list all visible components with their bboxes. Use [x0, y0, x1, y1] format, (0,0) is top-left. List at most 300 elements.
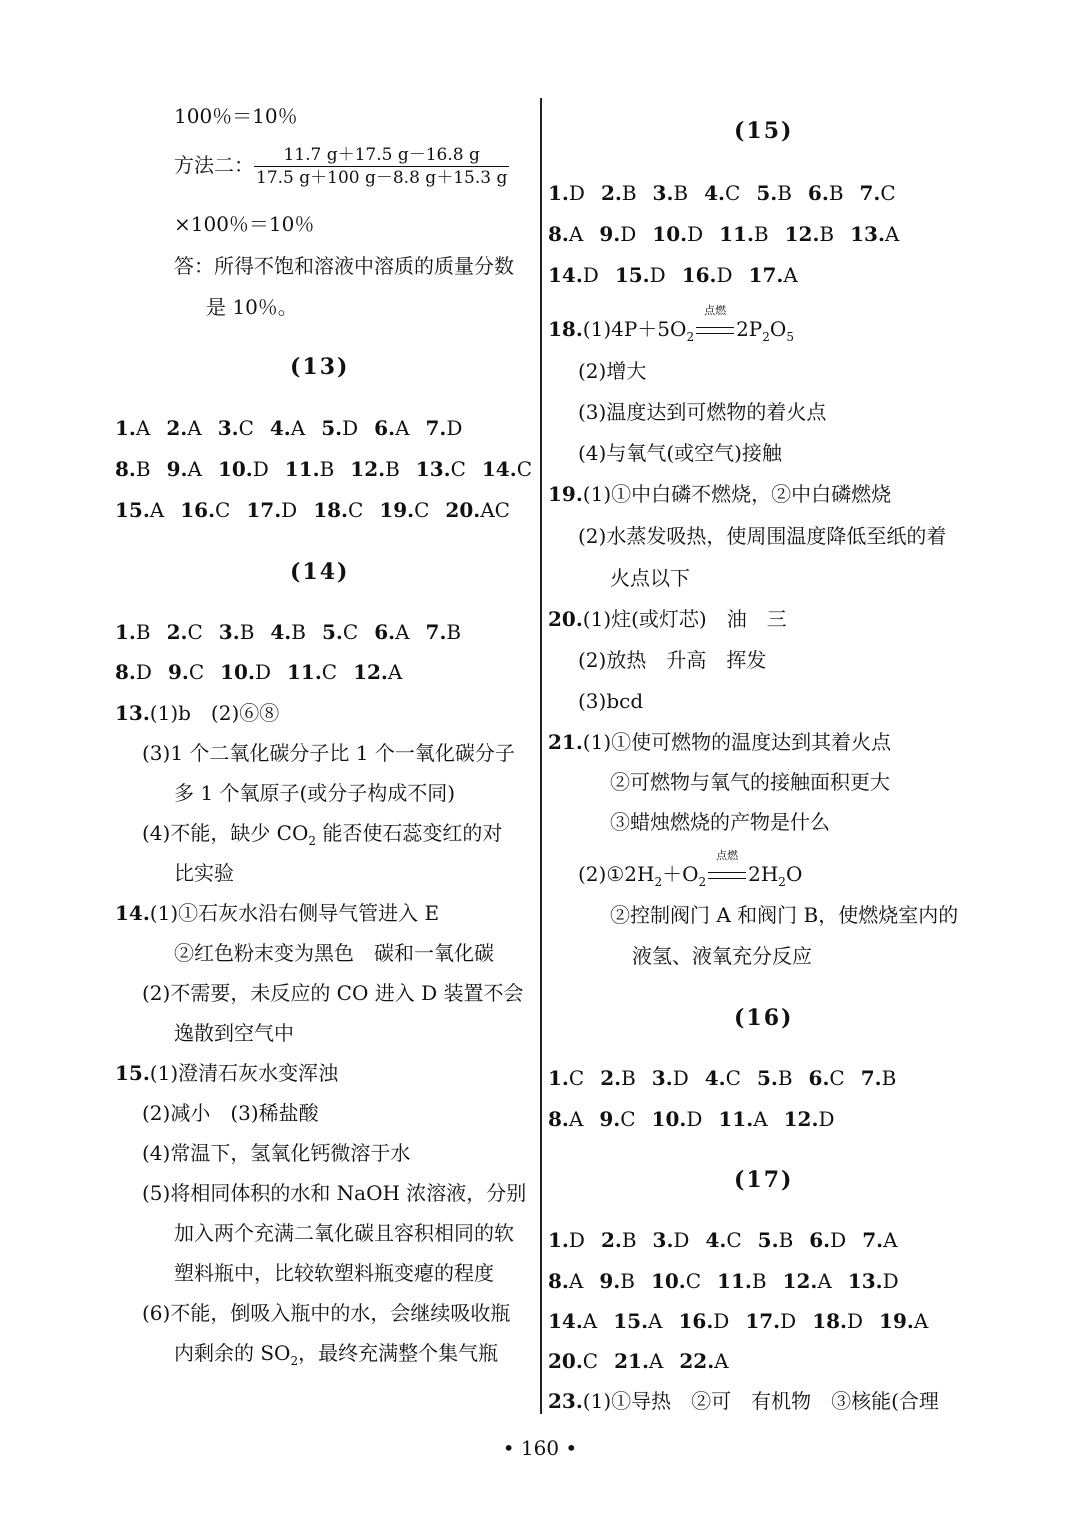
question-number: 17.: [246, 498, 282, 522]
answer-choice: A: [883, 1228, 898, 1252]
answer-item: [548, 1066, 584, 1090]
answer-item: [812, 1309, 863, 1333]
answer-choice: A: [817, 1269, 832, 1293]
answer-item: [784, 1107, 835, 1131]
answer-choice: B: [135, 457, 151, 481]
answer-item: [600, 1066, 636, 1090]
q21-line-4: $(2)①2H_2+O_2$ 点燃 $2H_2O$: [578, 849, 803, 889]
section-title-13: (13): [290, 354, 350, 380]
question-number: 6.: [808, 1066, 830, 1090]
question-number: 2.: [166, 620, 188, 644]
answer-item: [705, 1066, 741, 1090]
answer-item: [613, 1309, 662, 1333]
answer-choice: C: [321, 660, 338, 684]
answer-choice: D: [713, 1309, 730, 1333]
question-number: 5.: [321, 620, 343, 644]
q13-line-5: 比实验: [174, 861, 234, 885]
question-number: 19.: [548, 482, 583, 506]
answer-choice: C: [516, 457, 532, 481]
question-number: 4.: [704, 181, 726, 205]
q21-line-5: ②控制阀门 A 和阀门 B，使燃烧室内的: [610, 903, 959, 927]
answer-item: [548, 1107, 583, 1131]
answer-choice: A: [387, 660, 403, 684]
answer-text: ，最终充满整个集气瓶: [298, 1341, 499, 1365]
answer-item: [757, 1066, 793, 1090]
question-number: 9.: [599, 1107, 621, 1131]
answer-row: [115, 620, 477, 644]
question-number: 18.: [313, 498, 348, 522]
answer-item: [166, 416, 201, 440]
question-number: 10.: [220, 660, 255, 684]
answer-choice: C: [685, 1269, 702, 1293]
answer-choice: D: [830, 1228, 847, 1252]
question-number: 9.: [599, 1269, 621, 1293]
q20-line-2: (2)放热 升高 挥发: [578, 648, 767, 672]
q21-line-1: [548, 730, 891, 754]
question-number: 19.: [379, 498, 415, 522]
answer-choice: A: [395, 620, 410, 644]
answer-choice: C: [582, 1349, 599, 1373]
answer-choice: C: [880, 181, 896, 205]
answer-item: [218, 416, 254, 440]
answer-choice: A: [913, 1309, 929, 1333]
question-number: 12.: [783, 1107, 819, 1131]
answer-choice: A: [290, 416, 306, 440]
question-number: 9.: [599, 222, 621, 246]
answer-choice: B: [819, 222, 835, 246]
q21-line-3: ③蜡烛燃烧的产物是什么: [610, 810, 830, 834]
answer-item: [115, 498, 164, 522]
answer-choice: B: [777, 181, 792, 205]
answer-item: [719, 222, 769, 246]
answer-item: [445, 498, 510, 522]
question-number: 20.: [548, 1349, 583, 1373]
question-number: 18.: [812, 1309, 847, 1333]
section-title-14: (14): [290, 559, 350, 585]
q19-line-3: 火点以下: [610, 566, 690, 590]
answer-item: [679, 1309, 730, 1333]
answer-item: [679, 1349, 728, 1373]
answer-item: [599, 1107, 635, 1131]
answer-choice: A: [149, 498, 165, 522]
answer-item: [758, 1228, 794, 1252]
question-number: 2.: [600, 181, 622, 205]
answer-item: [717, 1269, 767, 1293]
intro-line-5: 是 10％。: [206, 295, 298, 319]
question-number: 9.: [167, 660, 189, 684]
answer-row: [115, 660, 418, 684]
answer-choice: D: [135, 660, 152, 684]
answer-item: [218, 457, 269, 481]
reaction-condition: 点燃: [716, 849, 739, 862]
answer-choice: B: [239, 620, 255, 644]
question-number: 10.: [651, 1107, 687, 1131]
answer-item: [862, 1228, 897, 1252]
q13-line-2: (3)1 个二氧化碳分子比 1 个一氧化碳分子: [142, 741, 515, 765]
answer-text: (1)①使可燃物的温度达到其着火点: [582, 730, 892, 754]
answer-choice: C: [620, 1107, 636, 1131]
question-number: 5.: [321, 416, 343, 440]
question-number: 15.: [614, 263, 650, 287]
question-number: 7.: [862, 1228, 884, 1252]
answer-choice: D: [780, 1309, 797, 1333]
column-divider: [540, 98, 542, 1414]
question-number: 14.: [548, 263, 583, 287]
question-number: 2.: [600, 1228, 622, 1252]
question-number: 14.: [115, 901, 150, 925]
answer-text: 内剩余的 SO: [174, 1341, 291, 1365]
question-number: 5.: [756, 181, 778, 205]
answer-item: [745, 1309, 796, 1333]
question-number: 7.: [860, 1066, 882, 1090]
answer-item: [548, 1228, 585, 1252]
answer-choice: A: [648, 1309, 663, 1333]
answer-item: [115, 416, 150, 440]
answer-choice: C: [725, 181, 741, 205]
answer-choice: A: [714, 1349, 729, 1373]
answer-item: [322, 620, 358, 644]
question-number: 16.: [678, 1309, 714, 1333]
answer-choice: C: [215, 498, 231, 522]
answer-item: [350, 457, 400, 481]
answer-item: [599, 1269, 635, 1293]
answer-row: [548, 1066, 912, 1090]
question-number: 4.: [269, 416, 291, 440]
answer-choice: D: [281, 498, 298, 522]
question-number: 14.: [481, 457, 517, 481]
answer-item: [416, 457, 466, 481]
answer-item: [168, 660, 204, 684]
answer-choice: D: [254, 660, 271, 684]
answer-choice: B: [620, 1269, 635, 1293]
answer-choice: C: [725, 1066, 741, 1090]
answer-choice: B: [385, 457, 400, 481]
q14-line-4: 逸散到空气中: [174, 1021, 294, 1045]
answer-choice: C: [829, 1066, 845, 1090]
question-number: 3.: [217, 416, 239, 440]
q14-line-1: [115, 901, 439, 925]
question-number: 10.: [217, 457, 253, 481]
answer-item: [652, 1066, 689, 1090]
question-number: 4.: [705, 1228, 727, 1252]
question-number: 8.: [548, 222, 569, 246]
answer-item: [167, 457, 202, 481]
question-number: 11.: [718, 1107, 754, 1131]
answer-choice: A: [884, 222, 900, 246]
q13-line-3: 多 1 个氧原子(或分子构成不同): [174, 781, 456, 805]
question-number: 13.: [847, 1269, 883, 1293]
answer-item: [548, 1349, 598, 1373]
question-number: 11.: [719, 222, 754, 246]
answer-choice: C: [568, 1066, 585, 1090]
answer-item: [548, 181, 585, 205]
answer-choice: B: [881, 1066, 897, 1090]
answer-row: [548, 1269, 915, 1293]
answer-choice: D: [649, 263, 666, 287]
answer-row: [548, 222, 915, 246]
method2-line: [174, 144, 509, 189]
answer-item: [749, 263, 798, 287]
answer-choice: A: [187, 416, 202, 440]
question-number: 6.: [374, 620, 396, 644]
answer-item: [599, 222, 636, 246]
answer-item: [270, 416, 305, 440]
answer-item: [548, 222, 583, 246]
q15-line-6: 塑料瓶中，比较软塑料瓶变瘪的程度: [174, 1261, 494, 1285]
answer-item: [548, 1309, 597, 1333]
question-number: 17.: [748, 263, 784, 287]
question-number: 2.: [166, 416, 188, 440]
equation-text: 2H: [748, 862, 779, 886]
reaction-arrow: [706, 849, 748, 886]
answer-row: [548, 1107, 850, 1131]
answer-choice: B: [751, 1269, 767, 1293]
answer-item: [653, 181, 689, 205]
section-title-15: (15): [734, 118, 794, 144]
answer-choice: C: [238, 416, 254, 440]
question-number: 12.: [353, 660, 388, 684]
answer-row: [548, 1309, 944, 1333]
fraction-numerator: 11.7 g＋17.5 g－16.8 g: [254, 144, 509, 167]
answer-item: [285, 457, 335, 481]
question-number: 20.: [548, 607, 583, 631]
question-number: 8.: [115, 660, 136, 684]
question-number: 1.: [115, 416, 136, 440]
q19-line-2: (2)水蒸发吸热，使周围温度降低至纸的着: [578, 524, 947, 548]
question-number: 8.: [115, 457, 136, 481]
answer-item: [848, 1269, 899, 1293]
answer-choice: C: [414, 498, 430, 522]
answer-item: [246, 498, 297, 522]
equation-text: 2P: [736, 317, 763, 341]
question-number: 10.: [650, 1269, 686, 1293]
question-number: 6.: [809, 1228, 831, 1252]
answer-item: [379, 498, 429, 522]
answer-row: [548, 181, 912, 205]
answer-choice: C: [450, 457, 466, 481]
q14-line-3: (2)不需要，未反应的 CO 进入 D 装置不会: [142, 981, 524, 1005]
question-number: 6.: [374, 416, 396, 440]
answer-choice: D: [687, 222, 704, 246]
answer-choice: B: [621, 181, 637, 205]
fraction-denominator: 17.5 g＋100 g－8.8 g＋15.3 g: [256, 168, 508, 188]
method2-fraction: [254, 144, 509, 189]
answer-choice: A: [783, 263, 798, 287]
intro-line-4: 答：所得不饱和溶液中溶质的质量分数: [174, 254, 514, 278]
answer-item: [718, 1107, 767, 1131]
answer-text: (1)炷(或灯芯) 油 三: [582, 607, 787, 631]
section-title-16: (16): [734, 1005, 794, 1031]
answer-choice: D: [446, 416, 463, 440]
answer-text: (1)①导热 ②可 有机物 ③核能(合理: [582, 1389, 939, 1413]
answer-choice: A: [648, 1349, 664, 1373]
answer-item: [860, 181, 896, 205]
question-number: 4.: [704, 1066, 726, 1090]
question-number: 1.: [548, 181, 569, 205]
question-number: 20.: [445, 498, 481, 522]
q21-line-2: ②可燃物与氧气的接触面积更大: [610, 770, 890, 794]
intro-line-1: 100％＝10％: [174, 104, 298, 128]
question-number: 18.: [548, 317, 583, 341]
equation-text: O: [785, 862, 803, 886]
answer-row: [115, 457, 548, 481]
answer-item: [614, 1349, 663, 1373]
question-number: 21.: [614, 1349, 649, 1373]
answer-choice: B: [319, 457, 335, 481]
question-number: 16.: [180, 498, 216, 522]
answer-item: [115, 457, 151, 481]
answer-item: [219, 620, 255, 644]
q15-line-1: [115, 1061, 338, 1085]
question-number: 21.: [548, 730, 583, 754]
answer-item: [808, 181, 844, 205]
answer-item: [601, 181, 637, 205]
question-number: 6.: [807, 181, 829, 205]
answer-item: [785, 222, 835, 246]
question-number: 9.: [166, 457, 188, 481]
reaction-arrow: [694, 304, 736, 341]
equation-text: O: [769, 317, 787, 341]
question-number: 22.: [679, 1349, 715, 1373]
question-number: 19.: [879, 1309, 914, 1333]
answer-item: [601, 1228, 637, 1252]
question-number: 11.: [284, 457, 320, 481]
answer-choice: A: [135, 416, 151, 440]
question-number: 23.: [548, 1389, 583, 1413]
question-number: 12.: [782, 1269, 818, 1293]
answer-choice: D: [673, 1228, 690, 1252]
answer-text: 能否使石蕊变红的对: [316, 821, 503, 845]
question-number: 2.: [600, 1066, 622, 1090]
q13-line-1: [115, 701, 279, 725]
answer-choice: A: [568, 1107, 584, 1131]
question-number: 17.: [745, 1309, 781, 1333]
question-number: 12.: [350, 457, 386, 481]
page-number: • 160 •: [502, 1436, 578, 1460]
answer-text: (1)①中白磷不燃烧，②中白磷燃烧: [582, 482, 892, 506]
q18-line-4: (4)与氧气(或空气)接触: [578, 441, 782, 465]
answer-item: [548, 1269, 583, 1293]
answer-item: [652, 222, 703, 246]
question-number: 3.: [218, 620, 240, 644]
q18-line-3: (3)温度达到可燃物的着火点: [578, 400, 827, 424]
answer-item: [652, 1107, 703, 1131]
answer-item: [756, 181, 792, 205]
question-number: 3.: [652, 181, 674, 205]
answer-choice: A: [582, 1309, 598, 1333]
question-number: 3.: [651, 1066, 673, 1090]
answer-item: [270, 620, 306, 644]
answer-item: [653, 1228, 690, 1252]
answer-choice: A: [568, 222, 584, 246]
answer-choice: D: [846, 1309, 864, 1333]
answer-item: [167, 620, 203, 644]
answer-choice: B: [291, 620, 306, 644]
q15-line-4: (5)将相同体积的水和 NaOH 浓溶液，分别: [142, 1181, 527, 1205]
answer-choice: B: [828, 181, 844, 205]
q14-line-2: ②红色粉末变为黑色 碳和一氧化碳: [174, 941, 494, 965]
answer-choice: D: [686, 1107, 703, 1131]
answer-row: [115, 416, 478, 440]
equation-text: (1)4P＋5O: [582, 317, 687, 341]
section-title-17: (17): [734, 1167, 794, 1193]
answer-item: [651, 1269, 701, 1293]
question-number: 7.: [425, 620, 447, 644]
answer-choice: D: [568, 1228, 585, 1252]
q23-line-1: [548, 1389, 939, 1413]
answer-choice: D: [818, 1107, 835, 1131]
question-number: 11.: [286, 660, 322, 684]
question-number: 13.: [850, 222, 885, 246]
answer-item: [426, 620, 462, 644]
answer-item: [548, 263, 599, 287]
answer-choice: B: [621, 1066, 636, 1090]
answer-item: [115, 660, 152, 684]
question-number: 15.: [115, 1061, 150, 1085]
answer-choice: D: [882, 1269, 899, 1293]
answer-item: [682, 263, 733, 287]
question-number: 14.: [548, 1309, 583, 1333]
question-number: 5.: [757, 1228, 779, 1252]
q21-line-6: 液氢、液氧充分反应: [632, 944, 812, 968]
question-number: 1.: [548, 1066, 569, 1090]
answer-item: [426, 416, 463, 440]
answer-choice: A: [568, 1269, 584, 1293]
answer-choice: A: [753, 1107, 768, 1131]
question-number: 8.: [548, 1269, 569, 1293]
answer-choice: D: [672, 1066, 689, 1090]
answer-choice: D: [620, 222, 637, 246]
answer-choice: C: [187, 620, 203, 644]
answer-item: [809, 1066, 845, 1090]
answer-choice: C: [188, 660, 205, 684]
answer-choice: A: [187, 457, 202, 481]
answer-choice: B: [135, 620, 151, 644]
method2-label: 方法二：: [174, 153, 254, 177]
q15-line-5: 加入两个充满二氧化碳且容积相同的软: [174, 1221, 514, 1245]
equation-text: ＋O: [662, 862, 699, 886]
question-number: 3.: [652, 1228, 674, 1252]
answer-choice: D: [582, 263, 599, 287]
intro-line-3: ×100％＝10％: [174, 212, 315, 236]
q15-line-8: 内剩余的 $SO_2$，最终充满整个集气瓶: [174, 1341, 499, 1368]
answer-item: [313, 498, 363, 522]
answer-row: [548, 263, 814, 287]
answer-choice: D: [716, 263, 733, 287]
answer-item: [482, 457, 532, 481]
answer-choice: B: [753, 222, 769, 246]
question-number: 1.: [548, 1228, 569, 1252]
answer-item: [705, 1228, 741, 1252]
question-number: 11.: [717, 1269, 752, 1293]
answer-item: [704, 181, 740, 205]
answer-row: [548, 1349, 745, 1373]
answer-row: [548, 1228, 914, 1252]
q20-line-1: [548, 607, 787, 631]
question-number: 10.: [652, 222, 688, 246]
q15-line-3: (4)常温下，氢氧化钙微溶于水: [142, 1141, 411, 1165]
question-number: 5.: [756, 1066, 778, 1090]
equation-text: (2)①2H: [578, 862, 655, 886]
answer-choice: B: [621, 1228, 637, 1252]
q13-line-4: (4)不能，缺少 $CO_2$ 能否使石蕊变红的对: [142, 821, 503, 848]
answer-item: [180, 498, 230, 522]
q18-line-1: $18.(1)4P+5O_2$ 点燃 $2P_2O_5$: [548, 304, 794, 344]
answer-choice: D: [252, 457, 269, 481]
reaction-condition: 点燃: [704, 304, 727, 317]
q15-line-7: (6)不能，倒吸入瓶中的水，会继续吸收瓶: [142, 1301, 511, 1325]
q19-line-1: [548, 482, 891, 506]
